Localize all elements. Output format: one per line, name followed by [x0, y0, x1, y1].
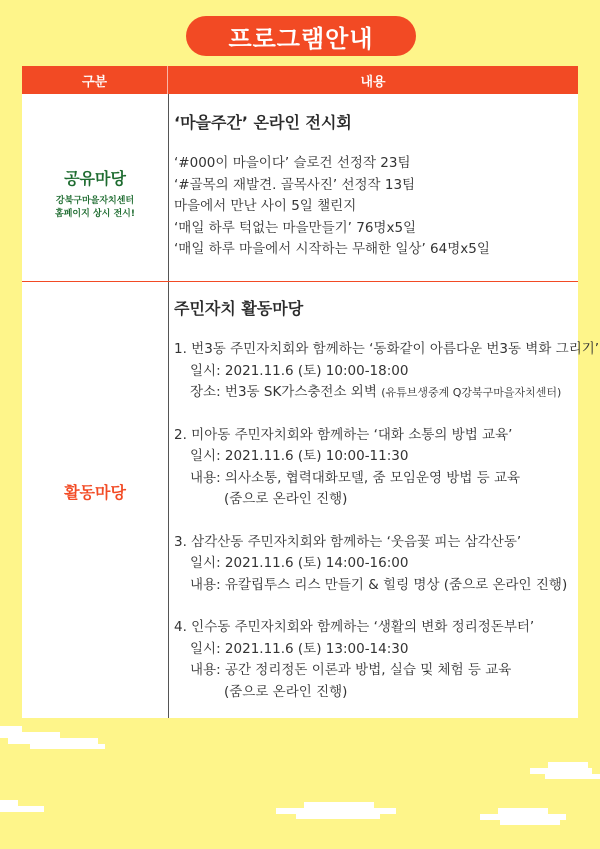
row-divider — [22, 281, 578, 282]
program-item — [174, 339, 600, 404]
program-item — [174, 532, 574, 597]
category-share — [22, 166, 168, 221]
category-share-note-line2: 홈페이지 상시 전시! — [55, 209, 135, 219]
page-title: 프로그램안내 — [186, 16, 416, 56]
header-category: 구분 — [22, 66, 168, 94]
section-activities — [174, 296, 600, 724]
category-share-note — [22, 195, 168, 221]
list-item: ‘매일 하루 턱없는 마을만들기’ 76명x5일 — [174, 219, 417, 236]
program-detail: 내용: 유칼립투스 리스 만들기 & 힐링 명상 (줌으로 온라인 진행) — [190, 576, 568, 593]
program-heading: 3. 삼각산동 주민자치회와 함께하는 ‘웃음꽃 피는 삼각산동’ — [174, 533, 522, 550]
list-item: ‘매일 하루 마을에서 시작하는 무해한 일상’ 64명x5일 — [174, 241, 490, 257]
category-share-note-line1: 강북구마을자치센터 — [55, 196, 135, 206]
program-heading: 1. 번3동 주민자치회와 함께하는 ‘동화같이 아름다운 번3동 벽화 그리기’ — [174, 341, 600, 357]
program-detail: 내용: 공간 정리정돈 이론과 방법, 실습 및 체험 등 교육 — [190, 662, 512, 678]
list-item: ‘#골목의 재발견. 골목사진’ 선정작 13팀 — [174, 176, 416, 193]
program-detail-note: (유튜브생중계 Q강북구마을자치센터) — [381, 386, 562, 399]
list-item: 마을에서 만난 사이 5일 챌린지 — [174, 198, 357, 214]
section-exhibition-title: ‘마을주간’ 온라인 전시회 — [174, 113, 352, 132]
program-item — [174, 617, 574, 703]
program-heading: 4. 인수동 주민자치회와 함께하는 ‘생활의 변화 정리정돈부터’ — [174, 619, 535, 635]
header-content: 내용 — [360, 74, 386, 90]
section-activities-title: 주민자치 활동마당 — [174, 299, 304, 318]
list-item: ‘#000이 마을이다’ 슬로건 선정작 23팀 — [174, 155, 411, 171]
section-exhibition — [174, 110, 574, 261]
program-detail-extra: (줌으로 온라인 진행) — [224, 683, 348, 700]
category-share-name: 공유마당 — [64, 169, 126, 188]
program-detail: 내용: 의사소통, 협력대화모델, 줌 모임운영 방법 등 교육 — [190, 469, 521, 486]
table-header — [22, 66, 578, 94]
program-detail-text: 장소: 번3동 SK가스충전소 외벽 — [190, 384, 377, 400]
program-detail — [174, 382, 574, 404]
program-date: 일시: 2021.11.6 (토) 10:00-11:30 — [190, 448, 409, 464]
program-date: 일시: 2021.11.6 (토) 13:00-14:30 — [190, 640, 409, 657]
program-date: 일시: 2021.11.6 (토) 14:00-16:00 — [190, 555, 409, 571]
category-activity-name: 활동마당 — [64, 483, 126, 502]
program-heading: 2. 미아동 주민자치회와 함께하는 ‘대화 소통의 방법 교육’ — [174, 426, 513, 443]
category-activity — [22, 480, 168, 503]
program-date: 일시: 2021.11.6 (토) 10:00-18:00 — [190, 362, 409, 379]
program-detail-extra: (줌으로 온라인 진행) — [224, 491, 348, 507]
exhibition-list — [174, 153, 574, 261]
column-divider — [168, 94, 169, 718]
program-item — [174, 425, 574, 511]
program-table — [22, 66, 600, 718]
